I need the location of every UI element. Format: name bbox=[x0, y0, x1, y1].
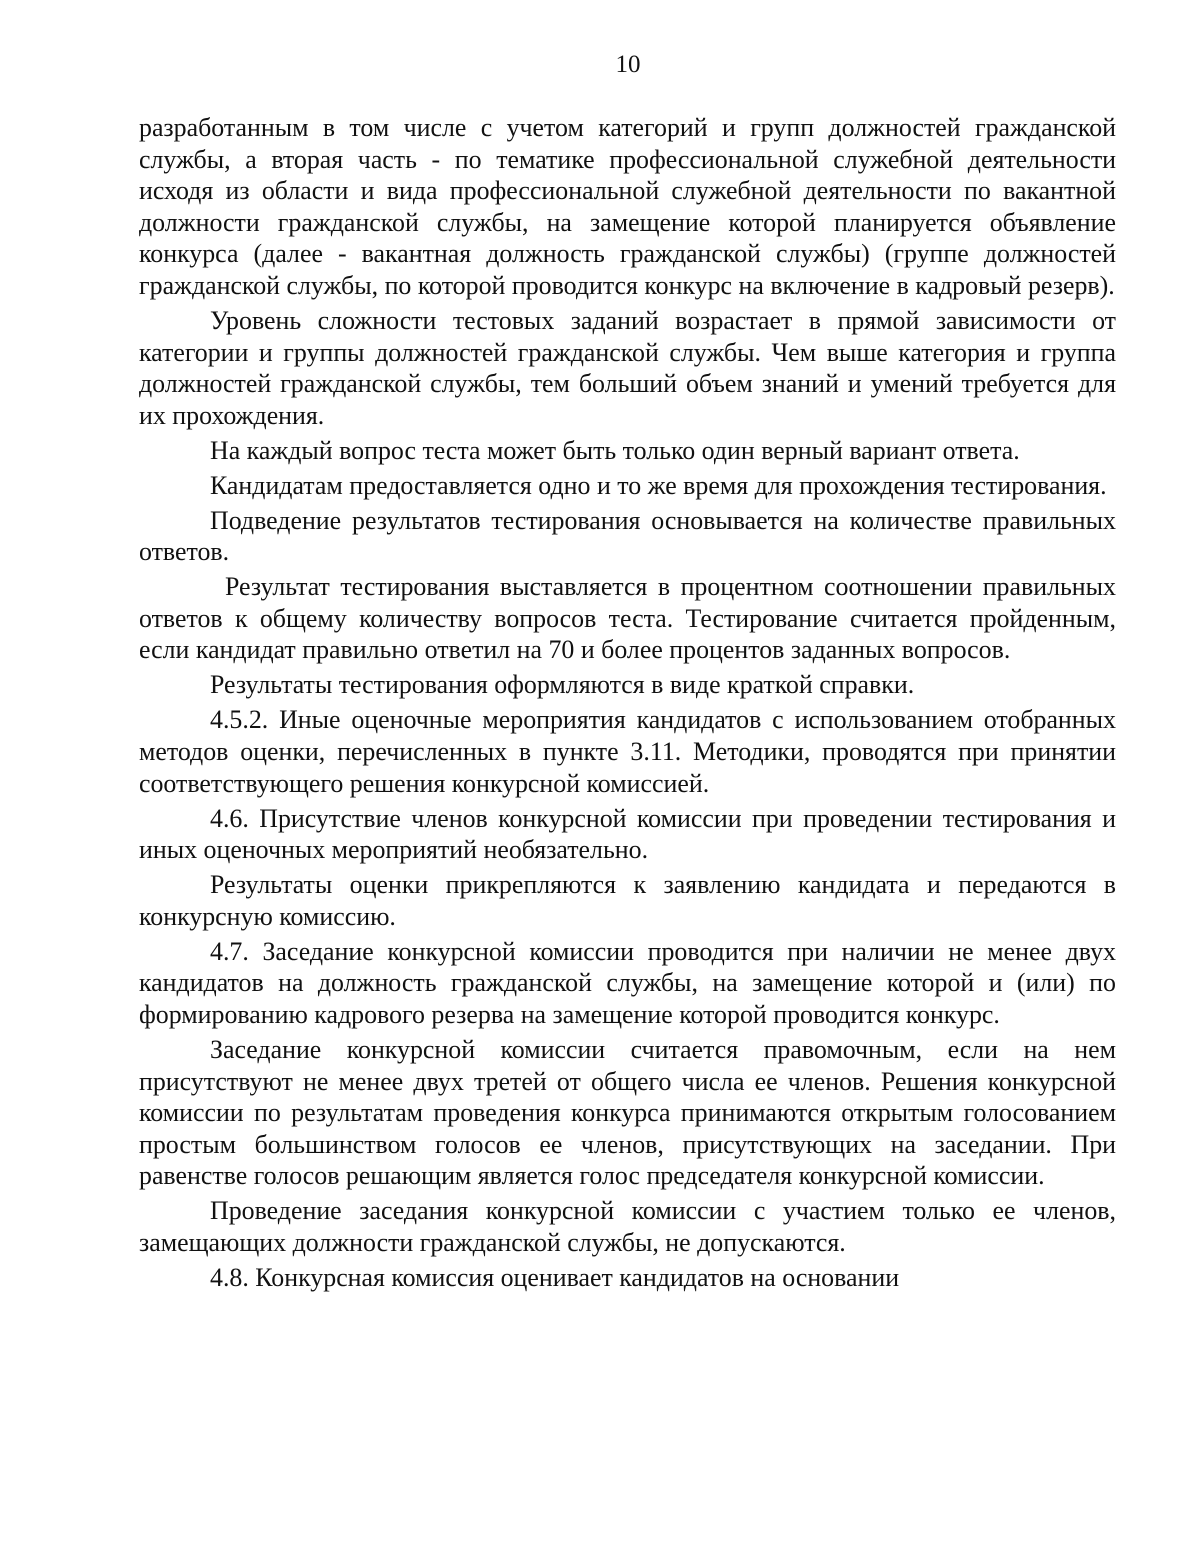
paragraph-equal-time: Кандидатам предоставляется одно и то же время для прохождения тестирования. bbox=[210, 470, 1107, 500]
paragraph-results-report: Результаты тестирования оформляются в виде краткой справки. bbox=[210, 670, 915, 700]
paragraph-results-basis: Подведение результатов тестирования основывается на количестве правильных ответов. bbox=[139, 505, 1116, 567]
paragraph-4-5-2: 4.5.2. Иные оценочные мероприятия кандидатов с использованием отобранных методов оценки, перечисленных в пункте 3.11. Методики, проводятся при принятии соответствующего решения конкурсной комиссией. bbox=[139, 705, 1116, 798]
paragraph-single-answer: На каждый вопрос теста может быть только один верный вариант ответа. bbox=[210, 435, 1020, 465]
paragraph-test-difficulty: Уровень сложности тестовых заданий возрастает в прямой зависимости от категории и группы должностей гражданской службы. Чем выше категория и группа должностей гражданской службы, тем больший объем знаний и умений требуется для их прохождения. bbox=[139, 305, 1116, 430]
paragraph-members-only: Проведение заседания конкурсной комиссии с участием только ее членов, замещающих должности гражданской службы, не допускаются. bbox=[139, 1196, 1116, 1257]
paragraph-4-6: 4.6. Присутствие членов конкурсной комиссии при проведении тестирования и иных оценочных мероприятий необязательно. bbox=[139, 803, 1116, 865]
page-number: 10 bbox=[615, 51, 641, 78]
paragraph-quorum: Заседание конкурсной комиссии считается правомочным, если на нем присутствуют не менее двух третей от общего числа ее членов. Решения конкурсной комиссии по результатам проведения конкурса принимаются открытым голосованием простым большинством голосов ее членов, присутствующих на заседании. При равенстве голосов решающим является голос председателя конкурсной комиссии. bbox=[139, 1034, 1116, 1191]
paragraph-4-7: 4.7. Заседание конкурсной комиссии проводится при наличии не менее двух кандидатов на должность гражданской службы, на замещение которой и (или) по формированию кадрового резерва на замещение которой проводится конкурс. bbox=[139, 936, 1116, 1029]
paragraph-assessment-results: Результаты оценки прикрепляются к заявлению кандидата и передаются в конкурсную комиссию. bbox=[139, 870, 1116, 931]
paragraph-continuation: разработанным в том числе с учетом категорий и групп должностей гражданской службы, а вторая часть - по тематике профессиональной служебной деятельности исходя из области и вида профессиональной служебной деятельности по вакантной должности гражданской службы, на замещение которой планируется объявление конкурса (далее - вакантная должность гражданской службы) (группе должностей гражданской службы, по которой проводится конкурс на включение в кадровый резерв). bbox=[139, 113, 1116, 300]
paragraph-result-percentage: Результат тестирования выставляется в процентном соотношении правильных ответов к общему количеству вопросов теста. Тестирование считается пройденным, если кандидат правильно ответил на 70 и более процентов заданных вопросов. bbox=[139, 572, 1116, 665]
paragraph-4-8: 4.8. Конкурсная комиссия оценивает кандидатов на основании bbox=[210, 1262, 900, 1292]
document-body bbox=[139, 112, 1116, 1297]
